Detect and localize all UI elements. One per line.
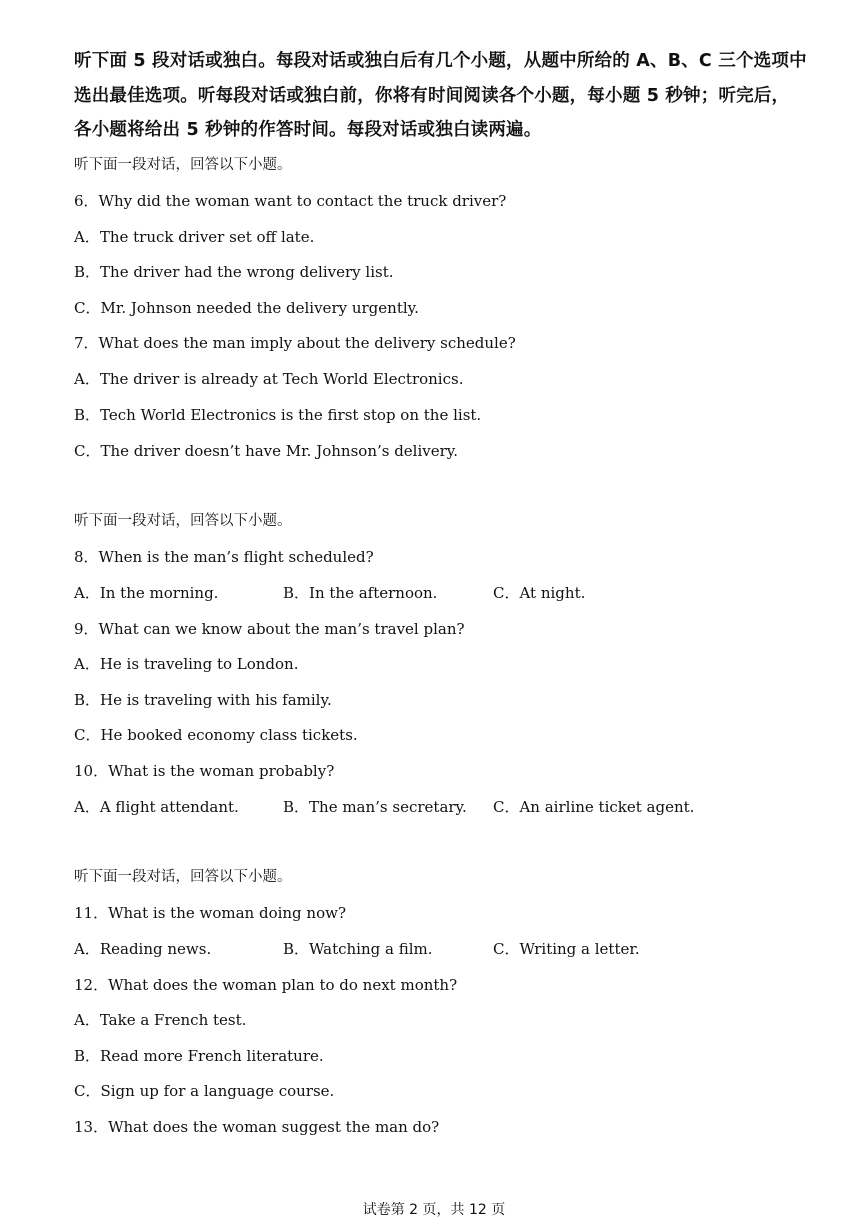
- answer-option: A．The driver is already at Tech World Electronics.: [74, 370, 464, 388]
- answer-option: B．Tech World Electronics is the first stop on the list.: [74, 406, 482, 424]
- answer-option: B．Watching a film.: [283, 940, 433, 958]
- answer-option: C．Writing a letter.: [493, 940, 640, 958]
- instructions-line: 听下面 5 段对话或独白。每段对话或独白后有几个小题，从题中所给的 A、B、C 三个选项中: [74, 51, 807, 71]
- answer-option: A．The truck driver set off late.: [74, 228, 315, 246]
- answer-option: C．At night.: [493, 584, 586, 602]
- answer-option: C．Mr. Johnson needed the delivery urgently.: [74, 299, 419, 317]
- answer-option: A．Take a French test.: [74, 1011, 247, 1029]
- answer-option: C．He booked economy class tickets.: [74, 726, 358, 744]
- instructions-line: 各小题将给出 5 秒钟的作答时间。每段对话或独白读两遍。: [74, 120, 542, 140]
- section-intro: 听下面一段对话，回答以下小题。: [74, 869, 292, 885]
- page-footer: 试卷第 2 页，共 12 页: [362, 1202, 506, 1218]
- question-stem: 9．What can we know about the man’s travel plan?: [74, 620, 465, 638]
- answer-option: A．He is traveling to London.: [74, 655, 299, 673]
- question-stem: 7．What does the man imply about the delivery schedule?: [74, 334, 516, 352]
- instructions-line: 选出最佳选项。听每段对话或独白前，你将有时间阅读各个小题，每小题 5 秒钟；听完后，: [74, 85, 790, 106]
- answer-option: C．The driver doesn’t have Mr. Johnson’s delivery.: [74, 442, 459, 460]
- answer-option: B．The man’s secretary.: [283, 798, 467, 816]
- question-stem: 6．Why did the woman want to contact the truck driver?: [74, 192, 507, 210]
- answer-options-row: [74, 939, 834, 959]
- section-intro: 听下面一段对话，回答以下小题。: [74, 513, 292, 529]
- answer-option: B．Read more French literature.: [74, 1047, 324, 1065]
- answer-options-row: [74, 797, 834, 817]
- answer-options-row: [74, 583, 834, 603]
- answer-option: B．The driver had the wrong delivery list.: [74, 263, 394, 281]
- answer-option: B．In the afternoon.: [283, 584, 438, 602]
- answer-option: B．He is traveling with his family.: [74, 691, 332, 709]
- answer-option: A．A flight attendant.: [74, 798, 239, 816]
- question-stem: 13．What does the woman suggest the man do?: [74, 1118, 440, 1136]
- question-stem: 10．What is the woman probably?: [74, 762, 335, 780]
- answer-option: A．In the morning.: [74, 584, 219, 602]
- section-intro: 听下面一段对话，回答以下小题。: [74, 157, 292, 173]
- answer-option: C．An airline ticket agent.: [493, 798, 695, 816]
- question-stem: 8．When is the man’s flight scheduled?: [74, 548, 374, 566]
- question-stem: 12．What does the woman plan to do next month?: [74, 976, 458, 994]
- question-stem: 11．What is the woman doing now?: [74, 904, 346, 922]
- listening-instructions: [74, 44, 834, 148]
- answer-option: A．Reading news.: [74, 940, 212, 958]
- answer-option: C．Sign up for a language course.: [74, 1082, 335, 1100]
